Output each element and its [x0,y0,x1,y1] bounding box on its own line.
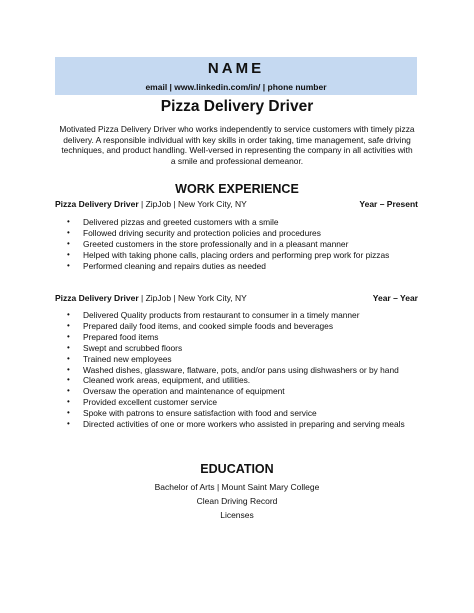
job-dates: Year – Present [359,199,418,209]
list-item [55,386,418,397]
duty-text: Prepared daily food items, and cooked simple foods and beverages [83,320,334,331]
job-company: | ZipJob | New York City, NY [141,199,247,209]
duty-text: Prepared food items [83,331,159,342]
list-item [55,310,418,321]
bullet-icon: • [67,353,70,363]
duty-text: Oversaw the operation and maintenance of equipment [83,386,285,397]
list-item [55,375,418,386]
list-item [55,365,418,376]
bullet-icon: • [67,342,70,352]
bullet-icon: • [67,227,70,237]
list-item [55,397,418,408]
list-item [55,419,418,430]
bullet-icon: • [67,238,70,248]
duty-text: Delivered Quality products from restaurant to consumer in a timely manner [83,310,360,320]
bullet-icon: • [67,249,70,259]
job-dates: Year – Year [372,293,418,303]
duty-text: Swept and scrubbed floors [83,342,183,353]
duty-text: Spoke with patrons to ensure satisfaction with food and service [83,408,317,419]
duty-text: Directed activities of one or more workers who assisted in preparing and serving meals [83,419,405,430]
list-item [55,217,418,228]
job-role: Pizza Delivery Driver [55,199,139,209]
candidate-name: NAME [207,60,265,77]
list-item [55,321,418,332]
bullet-icon: • [67,408,70,418]
work-experience-heading: WORK EXPERIENCE [175,182,299,196]
job-company: | ZipJob | New York City, NY [141,293,247,303]
bullet-icon: • [67,217,70,226]
bullet-icon: • [67,419,70,429]
summary-paragraph: Motivated Pizza Delivery Driver who works independently to service customers with timely pizza delivery. A responsible individual with key skills in order taking, time management, safe driving techniques, and product handling. Well-versed in representing the company in all activities with a smile and professional demeanor. [59,124,415,166]
list-item [55,354,418,365]
list-item [55,343,418,354]
job-header [55,199,418,209]
list-item [55,261,418,272]
list-item [55,239,418,250]
list-item [55,332,418,343]
header-band [55,57,417,95]
contact-line: email | www.linkedin.com/in/ | phone number [145,82,327,92]
list-item [55,408,418,419]
duty-text: Washed dishes, glassware, flatware, pots, and/or pans using dishwashers or by hand [83,364,399,375]
job-duties-list [55,217,418,272]
duty-text: Performed cleaning and repairs duties as needed [83,260,266,271]
bullet-icon: • [67,320,70,330]
bullet-icon: • [67,364,70,374]
bullet-icon: • [67,310,70,319]
list-item [55,228,418,239]
bullet-icon: • [67,386,70,396]
duty-text: Followed driving security and protection policies and procedures [83,227,321,238]
duty-text: Trained new employees [83,353,172,364]
bullet-icon: • [67,331,70,341]
duty-text: Provided excellent customer service [83,397,218,408]
education-record: Clean Driving Record [196,496,278,506]
education-degree: Bachelor of Arts | Mount Saint Mary College [154,482,320,492]
education-heading: EDUCATION [200,462,274,476]
education-licenses: Licenses [220,510,254,520]
job-duties-list [55,310,418,430]
list-item [55,250,418,261]
duty-text: Helped with taking phone calls, placing orders and performing prep work for pizzas [83,249,390,260]
bullet-icon: • [67,375,70,385]
job-role: Pizza Delivery Driver [55,293,139,303]
duty-text: Delivered pizzas and greeted customers with a smile [83,217,279,227]
bullet-icon: • [67,260,70,270]
job-header [55,293,418,303]
duty-text: Cleaned work areas, equipment, and utilities. [83,375,251,386]
bullet-icon: • [67,397,70,407]
resume-title: Pizza Delivery Driver [160,98,314,115]
duty-text: Greeted customers in the store professionally and in a pleasant manner [83,238,349,249]
